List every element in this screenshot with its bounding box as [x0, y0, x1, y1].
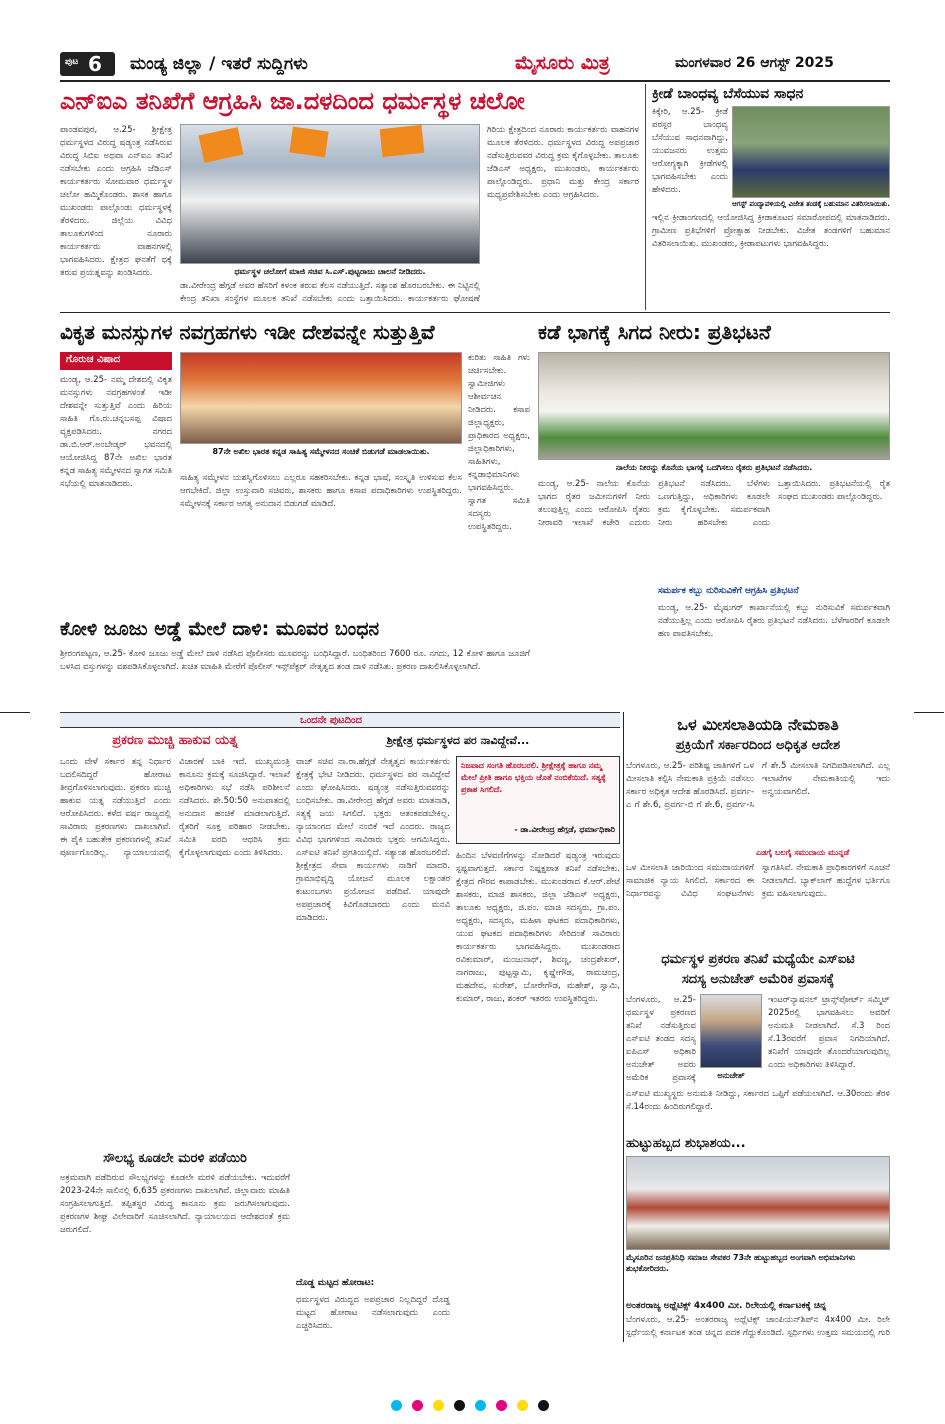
- birthday-photo: [626, 1156, 890, 1250]
- birthday-headline: ಹುಟ್ಟುಹಬ್ಬದ ಶುಭಾಶಯ...: [626, 1136, 746, 1151]
- mid-left-body: ಮಂಡ್ಯ, ಆ.25- ನಮ್ಮ ದೇಶದಲ್ಲಿ ವಿಕೃತ ಮನಸ್ಸುಗಳು ನವಗ್ರಹಗಳಂತೆ ಇಡೀ ದೇಶವನ್ನೇ ಸುತ್ತುತ್ತಿವೆ ಎಂದು ಹಿರಿಯ ಸಾಹಿತಿ ಗೊ.ರು.ಚನ್ನಬಸಪ್ಪ ವಿಷಾದ ವ್ಯಕ್ತಪಡಿಸಿದರು. ನಗರದ ಡಾ.ಬಿ.ಆರ್.ಅಂಬೇಡ್ಕರ್ ಭವನದಲ್ಲಿ ಆಯೋಜಿಸಿದ್ದ 87ನೇ ಅಖಿಲ ಭಾರತ ಕನ್ನಡ ಸಾಹಿತ್ಯ ಸಮ್ಮೇಳನದ ಸ್ವಾಗತ ಸಮಿತಿ ಸಭೆಯಲ್ಲಿ ಮಾತನಾಡಿದರು.: [60, 375, 172, 489]
- top-body-left: ಪಾಂಡವಪುರ, ಆ.25- ಶ್ರೀಕ್ಷೇತ್ರ ಧರ್ಮಸ್ಥಳದ ವಿರುದ್ಧ ಷಡ್ಯಂತ್ರ ನಡೆಸಿರುವ ವಿರುದ್ಧ ಸಿಬಿಐ ಅಥವಾ ಎನ್‌ಐಎ ತನಿಖೆ ನಡೆಸಬೇಕು ಎಂದು ಆಗ್ರಹಿಸಿ ಜೆಡಿಎಸ್ ಕಾರ್ಯಕರ್ತರು ಸೋಮವಾರ ಧರ್ಮಸ್ಥಳ ಚಲೋ ಹಮ್ಮಿಕೊಂಡರು. ಶಾಸಕ ಹಾಗೂ ಮುಖಂಡರು ಪಾಲ್ಗೊಂಡು ಧರ್ಮಸ್ಥಳಕ್ಕೆ ತೆರಳಿದರು. ಜಿಲ್ಲೆಯ ವಿವಿಧ ತಾಲೂಕುಗಳಿಂದ ನೂರಾರು ಕಾರ್ಯಕರ್ತರು ವಾಹನಗಳಲ್ಲಿ ಭಾಗವಹಿಸಿದರು. ಕ್ಷೇತ್ರದ ಘನತೆಗೆ ಧಕ್ಕೆ ತರುವ ಪ್ರಯತ್ನವನ್ನು ಖಂಡಿಸಿದರು.: [60, 125, 172, 278]
- mid-right-body: ಮಂಡ್ಯ, ಆ.25- ನಾಲೆಯ ಕೊನೆಯ ಭಾಗದ ರೈತರ ಜಮೀನುಗಳಿಗೆ ನೀರು ತಲುಪುತ್ತಿಲ್ಲ ಎಂದು ಆರೋಪಿಸಿ ರೈತರು ನೀರಾವರಿ ಇಲಾಖೆ ಕಚೇರಿ ಎದುರು ಪ್ರತಿಭಟನೆ ನಡೆಸಿದರು. ಬೆಳೆಗಳು ಒಣಗುತ್ತಿದ್ದು, ಅಧಿಕಾರಿಗಳು ಕೂಡಲೇ ಕ್ರಮ ಕೈಗೊಳ್ಳಬೇಕು. ಸಮರ್ಪಕವಾಗಿ ನೀರು ಹರಿಸಬೇಕು ಎಂದು ಒತ್ತಾಯಿಸಿದರು. ಪ್ರತಿಭಟನೆಯಲ್ಲಿ ರೈತ ಸಂಘದ ಮುಖಂಡರು ಪಾಲ್ಗೊಂಡಿದ್ದರು.: [538, 479, 890, 528]
- athletics-headline: ಅಂತರರಾಜ್ಯ ಅಥ್ಲೆಟಿಕ್ಸ್ 4x400 ಮೀ. ರಿಲೇಯಲ್ಲಿ ಕರ್ನಾಟಕಕ್ಕೆ ಚಿನ್ನ: [626, 1301, 827, 1311]
- quote-text: ನಿಜವಾದ ಸಂಗತಿ ಹೊರಬರಲಿ. ಶ್ರೀಕ್ಷೇತ್ರಕ್ಕೆ ಹಾಗೂ ನಮ್ಮ ಮೇಲೆ ಪ್ರೀತಿ ಹಾಗೂ ಭಕ್ತಿಯ ಜೊತೆ ನಂಬಿಕೆಯಿದೆ. ಸತ್ಯಕ್ಕೆ ಪ್ರಕಾಶ ಸಿಗಲಿದೆ.: [461, 761, 606, 794]
- reservation-headline-2: ಪ್ರಕ್ರಿಯೆಗೆ ಸರ್ಕಾರದಿಂದ ಅಧಿಕೃತ ಆದೇಶ: [675, 738, 841, 753]
- top-photo-caption: ಧರ್ಮಸ್ಥಳ ಚಲೋಗೆ ಮಾಜಿ ಸಚಿವ ಸಿ.ಎಸ್.ಪುಟ್ಟರಾಜು ಚಾಲನೆ ನೀಡಿದರು.: [234, 267, 426, 276]
- mid-right-photo-caption: ನಾಲೆಯ ನೀರನ್ನು ಕೊನೆಯ ಭಾಗಕ್ಕೆ ಒದಗಿಸಲು ರೈತರು ಪ್ರತಿಭಟನೆ ನಡೆಸಿದರು.: [615, 463, 813, 472]
- reservation-sub-headline: ಎಡಗೈ ಬಲಗೈ ಸಮುದಾಯ ಮುನ್ನಡೆ: [756, 848, 850, 857]
- mid-left-photo: [180, 352, 462, 444]
- sit-headline-2: ಸದಸ್ಯ ಅನುಚೇತ್ ಅಮೆರಿಕ ಪ್ರವಾಸಕ್ಕೆ: [681, 972, 835, 987]
- crop-mark: [0, 712, 30, 713]
- sports-photo: [732, 106, 890, 198]
- sports-body-top: ಕಿಕ್ಕೇರಿ, ಆ.25- ಕ್ರೀಡೆ ಪರಸ್ಪರ ಬಾಂಧವ್ಯ ಬೆಸೆಯುವ ಸಾಧನವಾಗಿದ್ದು, ಯುವಜನರು ಉತ್ತಮ ಆರೋಗ್ಯಕ್ಕಾಗಿ ಕ್ರೀಡೆಗಳಲ್ಲಿ ಭಾಗವಹಿಸಬೇಕು ಎಂದು ಹೇಳಿದರು.: [652, 107, 728, 195]
- cont2-sub-body: ಧರ್ಮಸ್ಥಳದ ವಿರುದ್ಧದ ಅಪಪ್ರಚಾರ ನಿಲ್ಲದಿದ್ದರೆ ದೊಡ್ಡ ಮಟ್ಟದ ಹೋರಾಟ ನಡೆಸಲಾಗುವುದು ಎಂದು ಎಚ್ಚರಿಸಿದರು.: [296, 1295, 450, 1331]
- mid-left-body-right: ಕುರಿತು ಸಾಹಿತಿ ಗಳು ಚರ್ಚಿಸಬೇಕು. ಸ್ವಾಮೀಜಿಗಳು ಆಶೀರ್ವಚನ ನೀಡಿದರು. ಕಸಾಪ ಜಿಲ್ಲಾಧ್ಯಕ್ಷರು, ಪ್ರಾಧಿಕಾರದ ಅಧ್ಯಕ್ಷರು, ಜಿಲ್ಲಾಧಿಕಾರಿಗಳು, ಸಾಹಿತಿಗಳು, ಕನ್ನಡಾಭಿಮಾನಿಗಳು ಭಾಗವಹಿಸಿದ್ದರು. ಸ್ವಾಗತ ಸಮಿತಿ ಸದಸ್ಯರು ಉಪಸ್ಥಿತರಿದ್ದರು.: [468, 353, 530, 532]
- cont1-body: ಒಂದು ವೇಳೆ ಸರ್ಕಾರ ತನ್ನ ನಿರ್ಧಾರ ಬದಲಿಸದಿದ್ದರೆ ಹೋರಾಟ ತೀವ್ರಗೊಳಿಸಲಾಗುವುದು. ಪ್ರಕರಣ ಮುಚ್ಚಿ ಹಾಕುವ ಯತ್ನ ನಡೆಯುತ್ತಿದೆ ಎಂದು ಆರೋಪಿಸಿದರು. ಕಳೆದ ವರ್ಷ ರಾಜ್ಯದಲ್ಲಿ ಸಾವಿರಾರು ಪ್ರಕರಣಗಳು ದಾಖಲಾಗಿವೆ. ಈ ಪೈಕಿ ಬಹುತೇಕ ಪ್ರಕರಣಗಳಲ್ಲಿ ತನಿಖೆ ಪೂರ್ಣಗೊಂಡಿಲ್ಲ. ನ್ಯಾಯಾಲಯದಲ್ಲಿ ವಿಚಾರಣೆ ಬಾಕಿ ಇದೆ. ಮುಖ್ಯಮಂತ್ರಿ ಕಾನೂನು ಕ್ರಮಕ್ಕೆ ಸೂಚಿಸಿದ್ದಾರೆ. ಇಲಾಖೆ ಅಧಿಕಾರಿಗಳು ಸಭೆ ನಡೆಸಿ ಪರಿಶೀಲನೆ ನಡೆಸಿದರು. ಶೇ.50:50 ಅನುಪಾತದಲ್ಲಿ ಅನುದಾನ ಹಂಚಿಕೆ ಮಾಡಲಾಗುತ್ತಿದೆ. ರೈತರಿಗೆ ಸೂಕ್ತ ಪರಿಹಾರ ನೀಡಬೇಕು. ಸಮಿತಿ ವರದಿ ಆಧರಿಸಿ ಕ್ರಮ ಕೈಗೊಳ್ಳಲಾಗುವುದು ಎಂದು ತಿಳಿಸಿದರು.: [60, 757, 290, 858]
- cont1-sub-headline: ಸೌಲಭ್ಯ ಕೂಡಲೇ ಮರಳಿ ಪಡೆಯಿರಿ: [103, 1151, 247, 1166]
- divider: [60, 312, 890, 313]
- header-rule: [60, 80, 890, 82]
- cont2-headline: ಶ್ರೀಕ್ಷೇತ್ರ ಧರ್ಮಸ್ಥಳದ ಪರ ನಾವಿದ್ದೇವೆ...: [386, 734, 530, 747]
- date: ಮಂಗಳವಾರ 26 ಆಗಸ್ಟ್ 2025: [675, 55, 834, 71]
- top-body-right: ಗಿರಿಯ ಕ್ಷೇತ್ರದಿಂದ ನೂರಾರು ಕಾರ್ಯಕರ್ತರು ವಾಹನಗಳ ಮೂಲಕ ತೆರಳಿದರು. ಧರ್ಮಸ್ಥಳದ ವಿರುದ್ಧ ಅಪಪ್ರಚಾರ ನಡೆಸುತ್ತಿರುವವರ ವಿರುದ್ಧ ಕ್ರಮ ಕೈಗೊಳ್ಳಬೇಕು. ತಾಲೂಕು ಜೆಡಿಎಸ್ ಅಧ್ಯಕ್ಷರು, ಮುಖಂಡರು, ಕಾರ್ಯಕರ್ತರು ಪಾಲ್ಗೊಂಡಿದ್ದರು. ಪ್ರಧಾನಿ ಮತ್ತು ಕೇಂದ್ರ ಸರ್ಕಾರ ಮಧ್ಯಪ್ರವೇಶಿಸಬೇಕು ಎಂದು ಆಗ್ರಹಿಸಿದರು.: [487, 125, 639, 200]
- sports-photo-caption: ಆಗಸ್ಟ್ ಪಂದ್ಯಾವಳಿಯಲ್ಲಿ ವಿಜೇತ ತಂಡಕ್ಕೆ ಬಹುಮಾನ ವಿತರಿಸಲಾಯಿತು.: [732, 200, 890, 208]
- cont2-body: ವಾಜ್ ಸಚಿವ ನಾ.ರಾ.ಹೆಗ್ಗಡೆ ನೇತೃತ್ವದ ಕಾರ್ಯಕರ್ತರು ಕ್ಷೇತ್ರಕ್ಕೆ ಭೇಟಿ ನೀಡಿದರು. ಧರ್ಮಸ್ಥಳದ ಪರ ನಾವಿದ್ದೇವೆ ಎಂದು ಘೋಷಿಸಿದರು. ಷಡ್ಯಂತ್ರ ನಡೆಸುತ್ತಿರುವವರನ್ನು ಬಂಧಿಸಬೇಕು. ಡಾ.ವೀರೇಂದ್ರ ಹೆಗ್ಗಡೆ ಅವರು ಮಾತನಾಡಿ, ಸತ್ಯಕ್ಕೆ ಜಯ ಸಿಗಲಿದೆ. ಭಕ್ತರು ಆತಂಕಪಡಬೇಕಿಲ್ಲ. ನ್ಯಾಯಾಂಗದ ಮೇಲೆ ನಂಬಿಕೆ ಇದೆ ಎಂದರು. ರಾಜ್ಯದ ವಿವಿಧ ಭಾಗಗಳಿಂದ ಸಾವಿರಾರು ಭಕ್ತರು ಆಗಮಿಸಿದ್ದರು. ಎಸ್‌ಐಟಿ ತನಿಖೆ ಪ್ರಗತಿಯಲ್ಲಿದೆ. ಸತ್ಯಾಂಶ ಹೊರಬರಲಿದೆ. ಶ್ರೀಕ್ಷೇತ್ರದ ಸೇವಾ ಕಾರ್ಯಗಳು ನಾಡಿಗೆ ಮಾದರಿ. ಗ್ರಾಮಾಭಿವೃದ್ಧಿ ಯೋಜನೆ ಮೂಲಕ ಲಕ್ಷಾಂತರ ಕುಟುಂಬಗಳು ಪ್ರಯೋಜನ ಪಡೆದಿವೆ. ಯಾವುದೇ ಅಪಪ್ರಚಾರಕ್ಕೆ ಕಿವಿಗೊಡಬಾರದು ಎಂದು ಮನವಿ ಮಾಡಿದರು.: [296, 757, 450, 923]
- birthday-photo-caption: ಮೈಸೂರಿನ ಜನಪ್ರತಿನಿಧಿ ಸಮಾಜ ಸೇವಕರ 73ನೇ ಹುಟ್ಟುಹಬ್ಬದ ಅಂಗವಾಗಿ ಅಭಿಮಾನಿಗಳು ಶುಭಕೋರಿದರು.: [626, 1253, 856, 1273]
- mid-left-photo-caption: 87ನೇ ಅಖಿಲ ಭಾರತ ಕನ್ನಡ ಸಾಹಿತ್ಯ ಸಮ್ಮೇಳನದ ಸಂಚಿಕೆ ಬಿಡುಗಡೆ ಮಾಡಲಾಯಿತು.: [212, 447, 430, 456]
- arrest-headline: ಕೋಳಿ ಜೂಜು ಅಡ್ಡೆ ಮೇಲೆ ದಾಳಿ: ಮೂವರ ಬಂಧನ: [60, 618, 380, 640]
- quote-box: [456, 756, 620, 844]
- sports-body-bottom: ಇಲ್ಲಿನ ಕ್ರೀಡಾಂಗಣದಲ್ಲಿ ಆಯೋಜಿಸಿದ್ದ ಕ್ರೀಡಾಕೂಟದ ಸಮಾರೋಪದಲ್ಲಿ ಮಾತನಾಡಿದರು. ಗ್ರಾಮೀಣ ಪ್ರತಿಭೆಗಳಿಗೆ ಪ್ರೋತ್ಸಾಹ ನೀಡಬೇಕು. ವಿಜೇತ ತಂಡಗಳಿಗೆ ಬಹುಮಾನ ವಿತರಿಸಲಾಯಿತು. ಮುಖಂಡರು, ಕ್ರೀಡಾಪಟುಗಳು ಭಾಗವಹಿಸಿದ್ದರು.: [652, 213, 890, 249]
- flag-shape: [289, 127, 328, 158]
- mid-right-headline: ಕಡೆ ಭಾಗಕ್ಕೆ ಸಿಗದ ನೀರು: ಪ್ರತಿಭಟನೆ: [538, 320, 771, 344]
- cont3-body: ಹಿಂದಿನ ಬೆಳವಣಿಗೆಗಳನ್ನು ನೋಡಿದರೆ ಷಡ್ಯಂತ್ರ ಇರುವುದು ಸ್ಪಷ್ಟವಾಗುತ್ತದೆ. ಸರ್ಕಾರ ನಿಷ್ಪಕ್ಷಪಾತ ತನಿಖೆ ನಡೆಸಬೇಕು. ಕ್ಷೇತ್ರದ ಗೌರವ ಕಾಪಾಡಬೇಕು. ಮುಖಂಡರಾದ ಕೆ.ಆರ್.ಪೇಟೆ ಶಾಸಕರು, ಮಾಜಿ ಶಾಸಕರು, ಜಿಲ್ಲಾ ಜೆಡಿಎಸ್ ಅಧ್ಯಕ್ಷರು, ತಾಲೂಕು ಅಧ್ಯಕ್ಷರು, ಜಿ.ಪಂ. ಮಾಜಿ ಸದಸ್ಯರು, ಗ್ರಾ.ಪಂ. ಅಧ್ಯಕ್ಷರು, ಸದಸ್ಯರು, ಮಹಿಳಾ ಘಟಕದ ಪದಾಧಿಕಾರಿಗಳು, ಯುವ ಘಟಕದ ಪದಾಧಿಕಾರಿಗಳು ಸೇರಿದಂತೆ ಸಾವಿರಾರು ಕಾರ್ಯಕರ್ತರು ಭಾಗವಹಿಸಿದ್ದರು. ಮುಖಂಡರಾದ ರವಿಕುಮಾರ್, ಮಂಜುನಾಥ್, ಶಿವಣ್ಣ, ಚಂದ್ರಶೇಖರ್, ನಾಗರಾಜು, ಪುಟ್ಟಸ್ವಾಮಿ, ಕೃಷ್ಣೇಗೌಡ, ರಾಮಚಂದ್ರ, ಮಹದೇವ, ಸುರೇಶ್, ಬೋರೇಗೌಡ, ಮಹೇಶ್, ಸ್ವಾಮಿ, ಕುಮಾರ್, ರಾಜು, ಶಂಕರ್ ಇತರರು ಉಪಸ್ಥಿತರಿದ್ದರು.: [456, 851, 620, 1004]
- quote-author: - ಡಾ.ವೀರೇಂದ್ರ ಹೆಗ್ಗಡೆ, ಧರ್ಮಾಧಿಕಾರಿ: [514, 825, 615, 834]
- sit-body-bottom: ಎಸ್‌ಐಟಿ ಮುಖ್ಯಸ್ಥರು ಅನುಮತಿ ನೀಡಿದ್ದು, ಸರ್ಕಾರದ ಒಪ್ಪಿಗೆ ಪಡೆಯಲಾಗಿದೆ. ಆ.30ರಂದು ತೆರಳಿ ಸೆ.14ರಂದು ಹಿಂದಿರುಗಲಿದ್ದಾರೆ.: [626, 1089, 890, 1112]
- registration-dot: [391, 1400, 402, 1411]
- sit-portrait: [700, 994, 762, 1068]
- column-tag: [60, 352, 172, 370]
- crop-mark: [914, 712, 944, 713]
- mid-right-sub-headline: ಸಮರ್ಪಕ ಕಬ್ಬು ನುರಿಸುವಿಕೆಗೆ ಆಗ್ರಹಿಸಿ ಪ್ರತಿಭಟನೆ: [658, 586, 799, 596]
- registration-dots: [60, 1396, 890, 1410]
- top-photo: [180, 124, 480, 264]
- reservation-body-2: ಒಳ ಮೀಸಲಾತಿ ಜಾರಿಯಿಂದ ಸಮುದಾಯಗಳಿಗೆ ಸಾಮಾಜಿಕ ನ್ಯಾಯ ಸಿಗಲಿದೆ. ಸರ್ಕಾರದ ಈ ನಿರ್ಧಾರವನ್ನು ವಿವಿಧ ಸಂಘಟನೆಗಳು ಸ್ವಾಗತಿಸಿವೆ. ನೇಮಕಾತಿ ಪ್ರಾಧಿಕಾರಗಳಿಗೆ ಸೂಚನೆ ನೀಡಲಾಗಿದೆ. ಬ್ಯಾಕ್‌ಲಾಗ್ ಹುದ್ದೆಗಳ ಭರ್ತಿಗೂ ಕ್ರಮ ವಹಿಸಲಾಗುವುದು.: [626, 863, 890, 899]
- registration-dot: [412, 1400, 423, 1411]
- cont1-headline: ಪ್ರಕರಣ ಮುಚ್ಚಿ ಹಾಕುವ ಯತ್ನ: [112, 733, 238, 748]
- top-headline: ಎನ್‌ಐಎ ತನಿಖೆಗೆ ಆಗ್ರಹಿಸಿ ಜಾ.ದಳದಿಂದ ಧರ್ಮಸ್ಥಳ ಚಲೋ: [60, 87, 525, 115]
- continued-banner: [60, 712, 620, 728]
- top-body-below: ಡಾ.ವೀರೇಂದ್ರ ಹೆಗ್ಗಡೆ ಅವರ ಹೆಸರಿಗೆ ಕಳಂಕ ತರುವ ಕೆಲಸ ನಡೆಯುತ್ತಿದೆ. ಸತ್ಯಾಂಶ ಹೊರಬರಬೇಕು. ಈ ನಿಟ್ಟಿನಲ್ಲಿ ಕೇಂದ್ರ ತನಿಖಾ ಸಂಸ್ಥೆಗಳ ಮೂಲಕ ತನಿಖೆ ನಡೆಸಬೇಕು ಎಂದು ಒತ್ತಾಯಿಸಿದರು. ಕಾರ್ಯಕರ್ತರು ಘೋಷಣೆ: [180, 281, 480, 304]
- mid-right-photo: [538, 352, 890, 460]
- sports-headline: ಕ್ರೀಡೆ ಬಾಂಧವ್ಯ ಬೆಸೆಯುವ ಸಾಧನ: [652, 86, 804, 102]
- page-header: [60, 52, 890, 78]
- athletics-body: ಬೆಂಗಳೂರು, ಆ.25- ಅಂತರರಾಜ್ಯ ಅಥ್ಲೆಟಿಕ್ಸ್ ಚಾಂಪಿಯನ್‌ಶಿಪ್‌ನ 4x400 ಮೀ. ರಿಲೇ ಸ್ಪರ್ಧೆಯಲ್ಲಿ ಕರ್ನಾಟಕ ತಂಡ ಚಿನ್ನದ ಪದಕ ಗೆದ್ದುಕೊಂಡಿದೆ. ಸ್ಪರ್ಧಿಗಳು ಉತ್ತಮ ಸಮಯದಲ್ಲಿ ಗುರಿ: [626, 1315, 890, 1338]
- sit-portrait-caption: ಅನುಚೇತ್: [717, 1071, 745, 1080]
- mid-left-headline: ವಿಕೃತ ಮನಸ್ಸುಗಳ ನವಗ್ರಹಗಳು ಇಡೀ ದೇಶವನ್ನೇ ಸುತ್ತುತ್ತಿವೆ: [60, 320, 435, 344]
- page-label: ಪುಟ: [65, 57, 79, 67]
- arrest-body: ಶ್ರೀರಂಗಪಟ್ಟಣ, ಆ.25- ಕೋಳಿ ಜೂಜು ಅಡ್ಡೆ ಮೇಲೆ ದಾಳಿ ನಡೆಸಿದ ಪೊಲೀಸರು ಮೂವರನ್ನು ಬಂಧಿಸಿದ್ದಾರೆ. ಬಂಧಿತರಿಂದ 7600 ರೂ. ನಗದು, 12 ಕೋಳಿ ಹಾಗೂ ಜೂಜಿಗೆ ಬಳಸಿದ ವಸ್ತುಗಳನ್ನು ವಶಪಡಿಸಿಕೊಳ್ಳಲಾಗಿದೆ. ಖಚಿತ ಮಾಹಿತಿ ಮೇರೆಗೆ ಪೊಲೀಸ್ ಇನ್ಸ್‌ಪೆಕ್ಟರ್ ನೇತೃತ್ವದ ತಂಡ ದಾಳಿ ನಡೆಸಿತು. ಪ್ರಕರಣ ದಾಖಲಿಸಿಕೊಳ್ಳಲಾಗಿದೆ.: [60, 649, 530, 672]
- sit-body: ಬೆಂಗಳೂರು, ಆ.25- ಧರ್ಮಸ್ಥಳ ಪ್ರಕರಣದ ತನಿಖೆ ನಡೆಸುತ್ತಿರುವ ಎಸ್‌ಐಟಿ ತಂಡದ ಸದಸ್ಯ ಐಪಿಎಸ್ ಅಧಿಕಾರಿ ಅನುಚೇತ್ ಅವರು ಅಮೆರಿಕ ಪ್ರವಾಸಕ್ಕೆ: [626, 995, 696, 1083]
- sit-headline-1: ಧರ್ಮಸ್ಥಳ ಪ್ರಕರಣ ತನಿಖೆ ಮಧ್ಯೆಯೇ ಎಸ್‌ಐಟಿ: [661, 952, 855, 967]
- mid-right-sub-body: ಮಂಡ್ಯ, ಆ.25- ಮೈಷುಗರ್ ಕಾರ್ಖಾನೆಯಲ್ಲಿ ಕಬ್ಬು ನುರಿಸುವಿಕೆ ಸಮರ್ಪಕವಾಗಿ ನಡೆಯುತ್ತಿಲ್ಲ ಎಂದು ಆರೋಪಿಸಿ ರೈತರು ಪ್ರತಿಭಟನೆ ನಡೆಸಿದರು. ಬೆಳೆಗಾರರಿಗೆ ಕೂಡಲೇ ಹಣ ಪಾವತಿಸಬೇಕು.: [658, 603, 890, 639]
- flag-shape: [199, 127, 244, 163]
- flag-shape: [380, 125, 425, 157]
- sit-body-right: ಇಂಟರ್‌ನ್ಯಾಷನಲ್ ಟ್ರಾನ್ಸ್‌ಪೋರ್ಟ್ ಸಮ್ಮಿಟ್ 2025ರಲ್ಲಿ ಭಾಗವಹಿಸಲು ಅವರಿಗೆ ಅನುಮತಿ ನೀಡಲಾಗಿದೆ. ಸೆ.3 ರಿಂದ ಸೆ.13ರವರೆಗೆ ಪ್ರವಾಸ ನಿಗದಿಯಾಗಿದೆ. ತನಿಖೆಗೆ ಯಾವುದೇ ತೊಂದರೆಯಾಗುವುದಿಲ್ಲ ಎಂದು ಅಧಿಕಾರಿಗಳು ತಿಳಿಸಿದ್ದಾರೆ.: [768, 995, 890, 1070]
- column-rule: [623, 712, 624, 1342]
- registration-dot: [475, 1400, 486, 1411]
- cont1-sub-body: ಅಕ್ರಮವಾಗಿ ಪಡೆದಿರುವ ಸೌಲಭ್ಯಗಳನ್ನು ಕೂಡಲೇ ಮರಳಿ ಪಡೆಯಬೇಕು. ಇದುವರೆಗೆ 2023-24ನೇ ಸಾಲಿನಲ್ಲಿ 6,635 ಪ್ರಕರಣಗಳು ದಾಖಲಾಗಿವೆ. ಜಿಲ್ಲಾವಾರು ಮಾಹಿತಿ ಸಂಗ್ರಹಿಸಲಾಗುತ್ತಿದೆ. ತಪ್ಪಿತಸ್ಥರ ವಿರುದ್ಧ ಕಾನೂನು ಕ್ರಮ ಜರುಗಿಸಲಾಗುವುದು. ಪ್ರಕರಣಗಳ ಶೀಘ್ರ ವಿಲೇವಾರಿಗೆ ಸೂಚಿಸಲಾಗಿದೆ. ನ್ಯಾಯಾಲಯದ ಆದೇಶದಂತೆ ಕ್ರಮ ಜರುಗಲಿದೆ.: [60, 1173, 290, 1235]
- reservation-headline-1: ಒಳ ಮೀಸಲಾತಿಯಡಿ ನೇಮಕಾತಿ: [677, 715, 839, 734]
- registration-dot: [433, 1400, 444, 1411]
- mid-left-body-mid: ಸಾಹಿತ್ಯ ಸಮ್ಮೇಳನ ಯಶಸ್ವಿಗೊಳಿಸಲು ಎಲ್ಲರೂ ಸಹಕರಿಸಬೇಕು. ಕನ್ನಡ ಭಾಷೆ, ಸಂಸ್ಕೃತಿ ಉಳಿಸುವ ಕೆಲಸ ಆಗಬೇಕಿದೆ. ಜಿಲ್ಲಾ ಉಸ್ತುವಾರಿ ಸಚಿವರು, ಶಾಸಕರು ಹಾಗೂ ಕಸಾಪ ಪದಾಧಿಕಾರಿಗಳು ಉಪಸ್ಥಿತರಿದ್ದರು. ಸಮ್ಮೇಳನಕ್ಕೆ ಸರ್ಕಾರ ಅಗತ್ಯ ಅನುದಾನ ಬಿಡುಗಡೆ ಮಾಡಿದೆ.: [180, 473, 462, 509]
- column-tag-label: ಗೊರುಚ ವಿಷಾದ: [66, 354, 121, 365]
- registration-dot: [538, 1400, 549, 1411]
- cont2-sub-headline: ದೊಡ್ಡ ಮಟ್ಟದ ಹೋರಾಟ:: [296, 1278, 375, 1288]
- page-number: 6: [88, 52, 102, 76]
- section-title: ಮಂಡ್ಯ ಜಿಲ್ಲಾ / ಇತರೆ ಸುದ್ದಿಗಳು: [130, 54, 308, 74]
- registration-dot: [517, 1400, 528, 1411]
- registration-dot: [496, 1400, 507, 1411]
- registration-dot: [454, 1400, 465, 1411]
- page-number-badge: [60, 52, 115, 76]
- reservation-body: ಬೆಂಗಳೂರು, ಆ.25- ಪರಿಶಿಷ್ಟ ಜಾತಿಗಳಿಗೆ ಒಳ ಮೀಸಲಾತಿ ಕಲ್ಪಿಸಿ ನೇಮಕಾತಿ ಪ್ರಕ್ರಿಯೆ ನಡೆಸಲು ಸರ್ಕಾರ ಅಧಿಕೃತ ಆದೇಶ ಹೊರಡಿಸಿದೆ. ಪ್ರವರ್ಗ-ಎ ಗೆ ಶೇ.6, ಪ್ರವರ್ಗ-ಬಿ ಗೆ ಶೇ.6, ಪ್ರವರ್ಗ-ಸಿ ಗೆ ಶೇ.5 ಮೀಸಲಾತಿ ನಿಗದಿಪಡಿಸಲಾಗಿದೆ. ಎಲ್ಲ ಇಲಾಖೆಗಳ ನೇಮಕಾತಿಯಲ್ಲಿ ಇದು ಅನ್ವಯವಾಗಲಿದೆ.: [626, 761, 890, 810]
- masthead: ಮೈಸೂರು ಮಿತ್ರ: [515, 52, 610, 74]
- continued-banner-label: ಒಂದನೇ ಪುಟದಿಂದ: [300, 715, 362, 726]
- sports-box: [645, 84, 890, 310]
